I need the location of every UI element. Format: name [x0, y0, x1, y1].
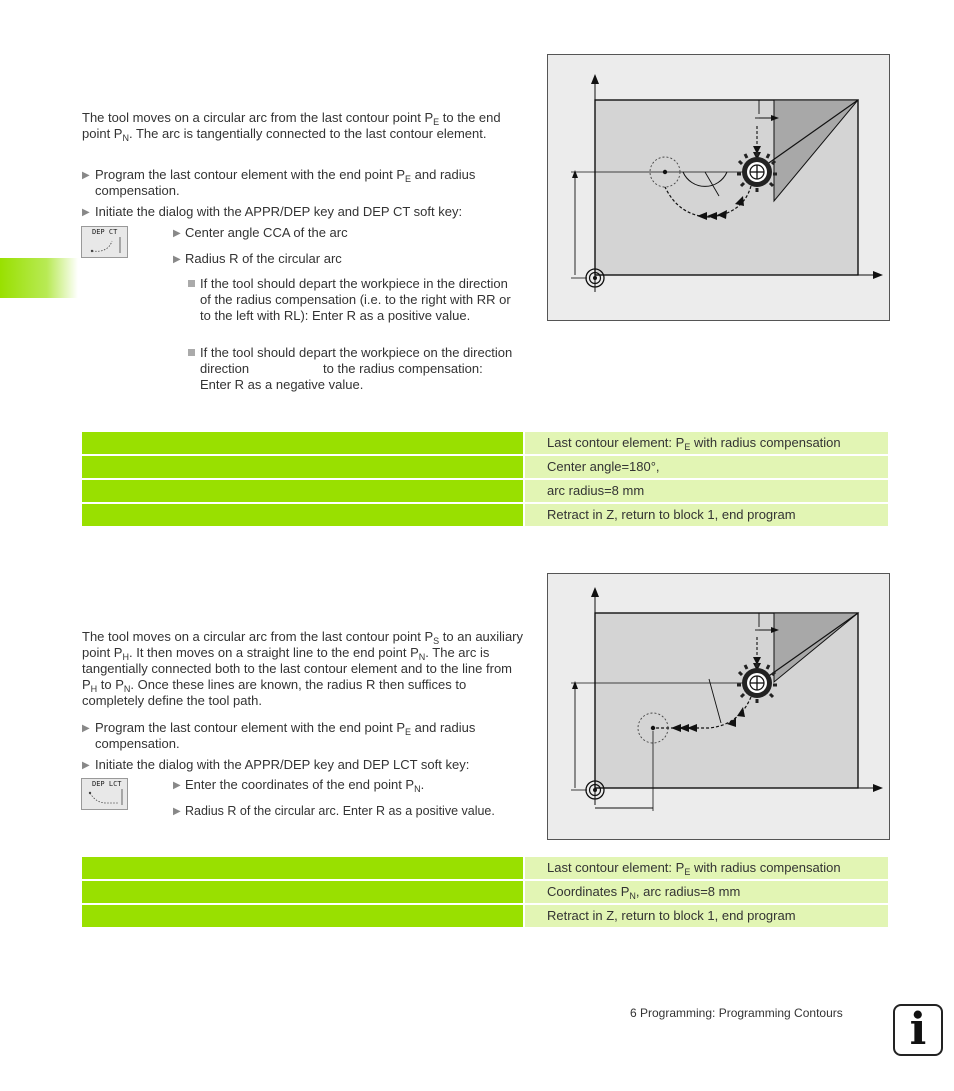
code-cell [82, 881, 523, 903]
comment-cell: Retract in Z, return to block 1, end program [525, 504, 888, 526]
dep-ct-diagram [547, 54, 890, 321]
code-cell [82, 857, 523, 879]
dep-lct-icon [82, 779, 127, 809]
info-icon[interactable] [893, 1004, 943, 1056]
table-row [82, 480, 888, 502]
dep-ct-figure [547, 54, 890, 321]
table-row [82, 504, 888, 526]
dep-lct-softkey[interactable] [81, 778, 128, 810]
comment-cell: Coordinates $P_N$, arc radius=8 mm [525, 881, 888, 903]
section2-step1: ▶ Program the last contour element with the end point $P_E$ and radius compensation. [82, 720, 476, 751]
section1-bullet2: If the tool should depart the workpiece on the direction direction to the radius compensation: Enter R as a negative value. [188, 345, 518, 393]
table-row [82, 432, 888, 454]
code-cell [82, 905, 523, 927]
comment-cell: Last contour element: $P_E$ with radius compensation [525, 432, 888, 454]
dep-lct-figure [547, 573, 890, 840]
code-cell [82, 432, 523, 454]
program-table-2 [82, 857, 888, 927]
code-cell [82, 480, 523, 502]
table-row [82, 857, 888, 879]
section2-sub2: ▶ Radius R of the circular arc. Enter R as a positive value. [173, 804, 495, 818]
info-letter: i [909, 1004, 927, 1055]
section1-bullet1: If the tool should depart the workpiece in the direction of the radius compensation (i.e. to the right with RR or to the left with RL): Enter R as a positive value. [188, 276, 518, 324]
comment-cell: Retract in Z, return to block 1, end program [525, 905, 888, 927]
section1-intro: The tool moves on a circular arc from the last contour point $P_E$ to the end point $P_N$. The arc is tangentially connected to the last contour element. [82, 110, 501, 143]
section1-sub1: ▶ Center angle CCA of the arc [173, 225, 348, 240]
arrow-right-icon: ▶ [173, 780, 181, 791]
footer-chapter: 6 Programming: Programming Contours [630, 1006, 843, 1020]
code-cell [82, 504, 523, 526]
section2-step2: ▶ Initiate the dialog with the APPR/DEP key and DEP LCT soft key: [82, 757, 470, 772]
dep-ct-softkey[interactable] [81, 226, 128, 258]
arrow-right-icon: ▶ [82, 723, 90, 734]
section2-sub1: ▶ Enter the coordinates of the end point $P_N$. [173, 777, 425, 794]
dep-ct-icon [82, 227, 127, 257]
table-row [82, 456, 888, 478]
section1-step1: ▶ Program the last contour element with the end point $P_E$ and radius compensation. [82, 167, 476, 198]
comment-cell: Center angle=180°, [525, 456, 888, 478]
arrow-right-icon: ▶ [173, 806, 181, 817]
code-cell [82, 456, 523, 478]
arrow-right-icon: ▶ [82, 760, 90, 771]
section1-step2: ▶ Initiate the dialog with the APPR/DEP key and DEP CT soft key: [82, 204, 463, 219]
arrow-right-icon: ▶ [82, 170, 90, 181]
section1-sub2: ▶ Radius R of the circular arc [173, 251, 342, 266]
arrow-right-icon: ▶ [82, 207, 90, 218]
arrow-right-icon: ▶ [173, 254, 181, 265]
arrow-right-icon: ▶ [173, 228, 181, 239]
chapter-tab [0, 258, 78, 298]
bullet-square-icon [188, 349, 195, 356]
section2-intro: The tool moves on a circular arc from the last contour point $P_S$ to an auxiliary point $P_H$. It then moves on a straight line to the end point $P_N$. The arc is tangentially connected both to the last contour element and to the line from $P_H$ to $P_N$. Once these lines are known, the radius R then suffices to completely define the tool path. [82, 629, 524, 708]
program-table-1 [82, 432, 888, 526]
softkey-label: DEP LCT [92, 780, 122, 788]
comment-cell: arc radius=8 mm [525, 480, 888, 502]
dep-lct-diagram [547, 573, 890, 840]
bullet-square-icon [188, 280, 195, 287]
table-row [82, 905, 888, 927]
comment-cell: Last contour element: $P_E$ with radius compensation [525, 857, 888, 879]
softkey-label: DEP CT [92, 228, 118, 236]
table-row [82, 881, 888, 903]
